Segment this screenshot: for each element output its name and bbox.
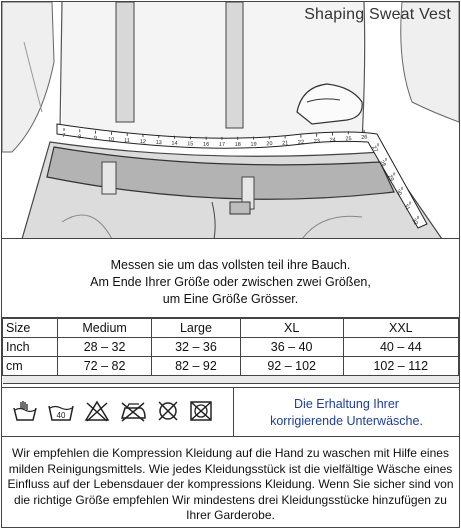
- table-cell: 72 – 82: [58, 357, 152, 376]
- tape-number: 7: [61, 132, 66, 140]
- tape-number: 32: [410, 217, 419, 226]
- care-note-line: korrigierende Unterwäsche.: [270, 414, 423, 428]
- no-dryclean-icon: [156, 400, 180, 422]
- tape-number: 25: [345, 136, 352, 143]
- tape-number: 8: [77, 134, 82, 141]
- header-cell: Medium: [58, 319, 152, 338]
- table-row: [3, 338, 459, 357]
- tape-number: 30: [394, 188, 403, 197]
- tape-number: 13: [155, 139, 162, 147]
- size-guide-sheet: [1, 1, 460, 528]
- no-bleach-icon: [84, 400, 110, 422]
- torso-drawing: [2, 2, 459, 239]
- size-table: [2, 318, 459, 384]
- care-icons: [12, 400, 213, 422]
- header-cell: XXL: [343, 319, 458, 338]
- header-cell: XL: [240, 319, 343, 338]
- tape-number: 20: [266, 141, 273, 148]
- tape-number: 28: [378, 159, 387, 168]
- tape-number: 29: [386, 174, 395, 183]
- tape-number: 27: [370, 145, 379, 154]
- table-cell: 92 – 102: [240, 357, 343, 376]
- instruction-line: Am Ende Ihrer Größe oder zwischen zwei Größen,: [90, 275, 371, 289]
- table-cell: 82 – 92: [152, 357, 241, 376]
- wash-temperature: 40: [56, 411, 66, 420]
- tape-number: 22: [297, 139, 305, 146]
- tape-number: 31: [402, 203, 411, 212]
- tape-number: 17: [218, 141, 226, 148]
- header-cell: Large: [152, 319, 241, 338]
- tape-number: 26: [361, 134, 368, 142]
- tape-number: 19: [250, 141, 257, 148]
- care-note: [234, 396, 459, 430]
- tape-number: 15: [187, 141, 194, 148]
- table-spacer: [3, 376, 459, 384]
- table-cell: 102 – 112: [343, 357, 458, 376]
- spacer-cell: [3, 376, 459, 384]
- table-cell: 32 – 36: [152, 338, 241, 357]
- care-note-line: Die Erhaltung Ihrer: [294, 397, 399, 411]
- tape-number: 18: [234, 141, 241, 148]
- tape-number: 14: [171, 140, 178, 147]
- size-table-header: [3, 319, 459, 338]
- wash-40-icon: [47, 400, 75, 422]
- washing-advice: Wir empfehlen die Kompression Kleidung auf die Hand zu waschen mit Hilfe eines milden Reinigungsmittels. Wie jedes Kleidungsstück ist die vielfältige Wäsche eines Einfluss auf der Lebensdauer der kompressions Kleidung. Wenn Sie sicher sind von die richtige Größe empfehlen Wir mindestens drei Kleidungsstücke hinzufügen zu Ihrer Garderobe.: [7, 446, 454, 522]
- table-cell: 28 – 32: [58, 338, 152, 357]
- measuring-illustration: [2, 2, 459, 239]
- instruction-line: Messen sie um das vollsten teil ihre Bauch.: [110, 258, 351, 272]
- instruction-line: um Eine Größe Grösser.: [162, 292, 299, 306]
- tape-number: 12: [139, 139, 147, 146]
- tape-number: 21: [282, 140, 289, 147]
- table-row: [3, 357, 459, 376]
- hand-wash-icon: [12, 400, 38, 422]
- header-cell: Size: [3, 319, 58, 338]
- no-tumble-dry-icon: [189, 400, 213, 422]
- tape-number: 10: [107, 136, 115, 144]
- tape-number: 24: [329, 137, 336, 144]
- tape-number: 9: [93, 135, 98, 142]
- tape-number: 16: [203, 141, 210, 148]
- care-section: [2, 387, 459, 437]
- table-cell: 40 – 44: [343, 338, 458, 357]
- table-cell: 36 – 40: [240, 338, 343, 357]
- row-label: cm: [3, 357, 58, 376]
- row-label: Inch: [3, 338, 58, 357]
- product-title: Shaping Sweat Vest: [304, 6, 451, 23]
- no-iron-icon: [119, 400, 147, 422]
- tape-number: 11: [124, 137, 130, 145]
- measuring-instructions: [2, 240, 459, 318]
- tape-number: 23: [313, 138, 321, 145]
